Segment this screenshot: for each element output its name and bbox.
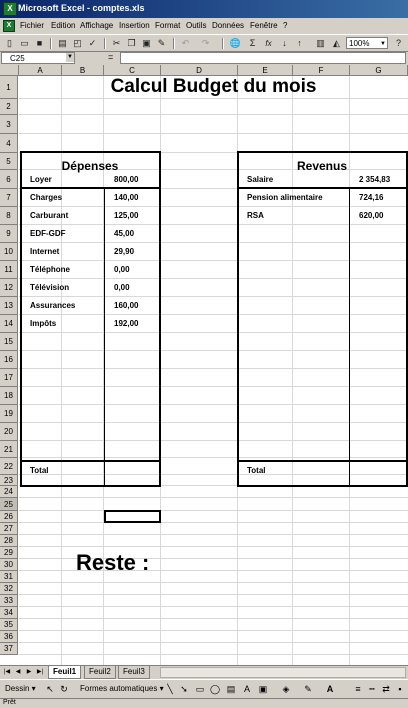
- row-header[interactable]: 26: [0, 511, 18, 523]
- spelling-icon[interactable]: ✓: [88, 38, 97, 48]
- toolbar-separator: [173, 38, 175, 49]
- sort-asc-icon[interactable]: ↓: [282, 38, 287, 48]
- next-sheet-icon[interactable]: ▶: [26, 669, 32, 675]
- row-header[interactable]: 30: [0, 559, 18, 571]
- sort-desc-icon[interactable]: ↑: [297, 38, 302, 48]
- equals-sign[interactable]: =: [108, 52, 114, 62]
- menu-help[interactable]: ?: [283, 21, 288, 30]
- clipart-icon[interactable]: ▣: [258, 684, 268, 694]
- first-sheet-icon[interactable]: |◀: [3, 669, 11, 675]
- table-border: [237, 460, 407, 462]
- redo-icon[interactable]: ↷: [201, 38, 210, 48]
- revenu-value: 620,00: [359, 211, 384, 220]
- row-header[interactable]: 28: [0, 535, 18, 547]
- row-header[interactable]: 21: [0, 441, 18, 458]
- row-header[interactable]: 18: [0, 387, 18, 405]
- revenus-total-label: Total: [247, 466, 266, 475]
- excel-app-icon[interactable]: X: [3, 2, 17, 16]
- name-box-value: C25: [10, 54, 25, 63]
- column-header-f[interactable]: F: [293, 65, 350, 76]
- autoshapes-label: Formes automatiques: [80, 684, 158, 693]
- dessin-label: Dessin: [5, 684, 30, 693]
- font-color-icon[interactable]: A: [326, 684, 334, 694]
- rectangle-icon[interactable]: ▭: [195, 684, 205, 694]
- menu-fichier[interactable]: Fichier: [20, 21, 45, 30]
- table-border: [349, 187, 350, 485]
- save-icon[interactable]: ■: [36, 38, 43, 48]
- function-icon[interactable]: fx: [265, 39, 272, 48]
- row-header[interactable]: 29: [0, 547, 18, 559]
- row-header[interactable]: 8: [0, 207, 18, 225]
- row-header[interactable]: 4: [0, 134, 18, 153]
- workbook-icon[interactable]: X: [3, 20, 15, 32]
- print-preview-icon[interactable]: ◰: [73, 38, 82, 48]
- arrow-icon[interactable]: ➘: [180, 684, 188, 694]
- sheet-tab-feuil1[interactable]: Feuil1: [48, 666, 81, 679]
- standard-toolbar: [0, 34, 408, 52]
- last-sheet-icon[interactable]: ▶|: [36, 669, 44, 675]
- menu-donnees[interactable]: Données: [212, 21, 245, 30]
- row-header[interactable]: 22: [0, 458, 18, 475]
- row-header[interactable]: 2: [0, 99, 18, 115]
- row-header[interactable]: 27: [0, 523, 18, 535]
- menu-outils[interactable]: Outils: [186, 21, 207, 30]
- row-header[interactable]: 13: [0, 297, 18, 315]
- name-box-dropdown-icon[interactable]: ▼: [67, 54, 73, 60]
- table-border: [104, 187, 105, 485]
- chevron-down-icon: ▼: [380, 41, 386, 47]
- sheet-tab-feuil3[interactable]: Feuil3: [118, 666, 150, 679]
- line-color-icon[interactable]: ✎: [304, 684, 312, 694]
- window-title: Microsoft Excel - comptes.xls: [18, 3, 145, 13]
- row-header[interactable]: 17: [0, 369, 18, 387]
- horizontal-scrollbar[interactable]: [160, 667, 406, 678]
- row-header[interactable]: 16: [0, 351, 18, 369]
- table-border: [20, 460, 160, 462]
- depense-label: Téléphone: [30, 265, 71, 274]
- zoom-select[interactable]: [346, 37, 388, 49]
- dessin-menu[interactable]: Dessin ▾: [5, 684, 36, 693]
- print-icon[interactable]: ▤: [58, 38, 67, 48]
- row-header[interactable]: 19: [0, 405, 18, 423]
- row-header[interactable]: 10: [0, 243, 18, 261]
- zoom-value: 100%: [349, 39, 370, 48]
- depense-label: Télévision: [30, 283, 70, 292]
- column-header-e[interactable]: E: [238, 65, 293, 76]
- row-header[interactable]: 12: [0, 279, 18, 297]
- open-icon[interactable]: ▭: [20, 38, 29, 48]
- column-header-g[interactable]: G: [350, 65, 408, 76]
- row-header[interactable]: 1: [0, 76, 18, 99]
- menu-edition[interactable]: Edition: [51, 21, 76, 30]
- row-header[interactable]: 31: [0, 571, 18, 583]
- undo-icon[interactable]: ↶: [181, 38, 190, 48]
- copy-icon[interactable]: ❐: [127, 38, 136, 48]
- reste-label: Reste :: [76, 550, 150, 575]
- depense-value: 125,00: [114, 211, 139, 220]
- table-border: [237, 187, 407, 189]
- status-bar: [0, 698, 408, 708]
- help-icon[interactable]: ?: [395, 38, 401, 48]
- depense-label: EDF-GDF: [30, 229, 66, 238]
- row-header[interactable]: 9: [0, 225, 18, 243]
- depense-label: Impôts: [30, 319, 57, 328]
- row-header[interactable]: 15: [0, 333, 18, 351]
- table-border: [237, 485, 407, 487]
- depense-value: 160,00: [114, 301, 139, 310]
- depense-value: 192,00: [114, 319, 139, 328]
- prev-sheet-icon[interactable]: ◀: [15, 669, 21, 675]
- title-bar: [0, 0, 408, 18]
- revenu-label: Pension alimentaire: [247, 193, 323, 202]
- active-cell-selection[interactable]: [104, 510, 161, 523]
- formula-bar: [0, 52, 408, 65]
- row-header[interactable]: 7: [0, 189, 18, 207]
- row-header[interactable]: 32: [0, 583, 18, 595]
- line-style-icon[interactable]: ≡: [355, 684, 361, 694]
- row-header[interactable]: 35: [0, 619, 18, 631]
- column-header-c[interactable]: C: [104, 65, 161, 76]
- arrow-style-icon[interactable]: ⇄: [382, 684, 390, 694]
- depense-label: Loyer: [30, 174, 52, 184]
- table-border: [20, 485, 160, 487]
- row-header[interactable]: 3: [0, 115, 18, 134]
- hyperlink-icon[interactable]: 🌐: [229, 38, 242, 48]
- revenus-header: Revenus: [296, 159, 348, 173]
- toolbar-separator: [50, 38, 52, 49]
- menu-affichage[interactable]: Affichage: [80, 21, 114, 30]
- revenu-value: 2 354,83: [359, 174, 391, 184]
- row-header[interactable]: 33: [0, 595, 18, 607]
- row-header[interactable]: 24: [0, 486, 18, 498]
- row-header[interactable]: 11: [0, 261, 18, 279]
- row-header[interactable]: 36: [0, 631, 18, 643]
- depense-label: Internet: [30, 247, 60, 256]
- free-rotate-icon[interactable]: ↻: [60, 684, 68, 694]
- line-icon[interactable]: ╲: [167, 684, 173, 694]
- format-painter-icon[interactable]: ✎: [157, 38, 166, 48]
- table-border: [20, 151, 22, 487]
- menu-insertion[interactable]: Insertion: [119, 21, 150, 30]
- drawing-icon[interactable]: ◭: [333, 38, 340, 48]
- table-border: [159, 151, 161, 487]
- menu-fenetre[interactable]: Fenêtre: [250, 21, 278, 30]
- revenu-label: RSA: [247, 211, 264, 220]
- table-border: [237, 151, 407, 153]
- status-text: Prêt: [3, 699, 16, 706]
- formula-input[interactable]: [120, 52, 406, 64]
- row-header[interactable]: 23: [0, 475, 18, 486]
- depense-value: 29,90: [114, 247, 135, 256]
- depense-value: 0,00: [114, 265, 130, 274]
- cut-icon[interactable]: ✂: [112, 38, 121, 48]
- row-header[interactable]: 5: [0, 153, 18, 170]
- paste-icon[interactable]: ▣: [142, 38, 151, 48]
- depenses-header: Dépenses: [61, 159, 119, 173]
- menu-bar: [0, 18, 408, 34]
- sheet-tab-feuil2[interactable]: Feuil2: [84, 666, 116, 679]
- row-header[interactable]: 14: [0, 315, 18, 333]
- column-header-d[interactable]: D: [161, 65, 238, 76]
- revenu-value: 724,16: [359, 193, 384, 202]
- name-box[interactable]: [1, 52, 75, 64]
- chart-wizard-icon[interactable]: ▥: [316, 38, 325, 48]
- column-header-a[interactable]: A: [19, 65, 62, 76]
- depense-label: Assurances: [30, 301, 76, 310]
- shadow-icon[interactable]: ▪: [398, 684, 402, 694]
- sheet-tab-bar: [0, 665, 408, 679]
- table-border: [20, 151, 160, 153]
- autoshapes-menu[interactable]: Formes automatiques ▾: [80, 684, 164, 693]
- row-header[interactable]: 34: [0, 607, 18, 619]
- depense-value: 45,00: [114, 229, 135, 238]
- drawing-toolbar: [0, 679, 408, 698]
- textbox-icon[interactable]: ▤: [226, 684, 236, 694]
- depense-label: Charges: [30, 193, 63, 202]
- row-header[interactable]: 25: [0, 498, 18, 511]
- select-all-corner[interactable]: [0, 65, 19, 76]
- depense-label: Carburant: [30, 211, 69, 220]
- table-border: [237, 151, 239, 487]
- new-icon[interactable]: ▯: [7, 38, 12, 48]
- depense-value: 140,00: [114, 193, 139, 202]
- revenu-label: Salaire: [247, 174, 274, 184]
- sheet-title: Calcul Budget du mois: [110, 76, 317, 97]
- table-border: [20, 187, 160, 189]
- select-objects-icon[interactable]: ↖: [46, 684, 54, 694]
- row-header[interactable]: 6: [0, 170, 18, 189]
- toolbar-separator: [222, 38, 224, 49]
- fill-color-icon[interactable]: ◈: [282, 684, 290, 694]
- row-header[interactable]: 37: [0, 643, 18, 655]
- ellipse-icon[interactable]: ◯: [209, 684, 221, 694]
- depense-value: 0,00: [114, 283, 130, 292]
- spreadsheet-grid[interactable]: [0, 65, 408, 665]
- menu-format[interactable]: Format: [155, 21, 181, 30]
- dash-style-icon[interactable]: ┅: [369, 684, 375, 694]
- toolbar-separator: [104, 38, 106, 49]
- depense-value: 800,00: [114, 174, 139, 184]
- row-header[interactable]: 20: [0, 423, 18, 441]
- depenses-total-label: Total: [30, 466, 49, 475]
- wordart-icon[interactable]: A: [243, 684, 250, 694]
- autosum-icon[interactable]: Σ: [249, 38, 256, 48]
- column-header-b[interactable]: B: [62, 65, 104, 76]
